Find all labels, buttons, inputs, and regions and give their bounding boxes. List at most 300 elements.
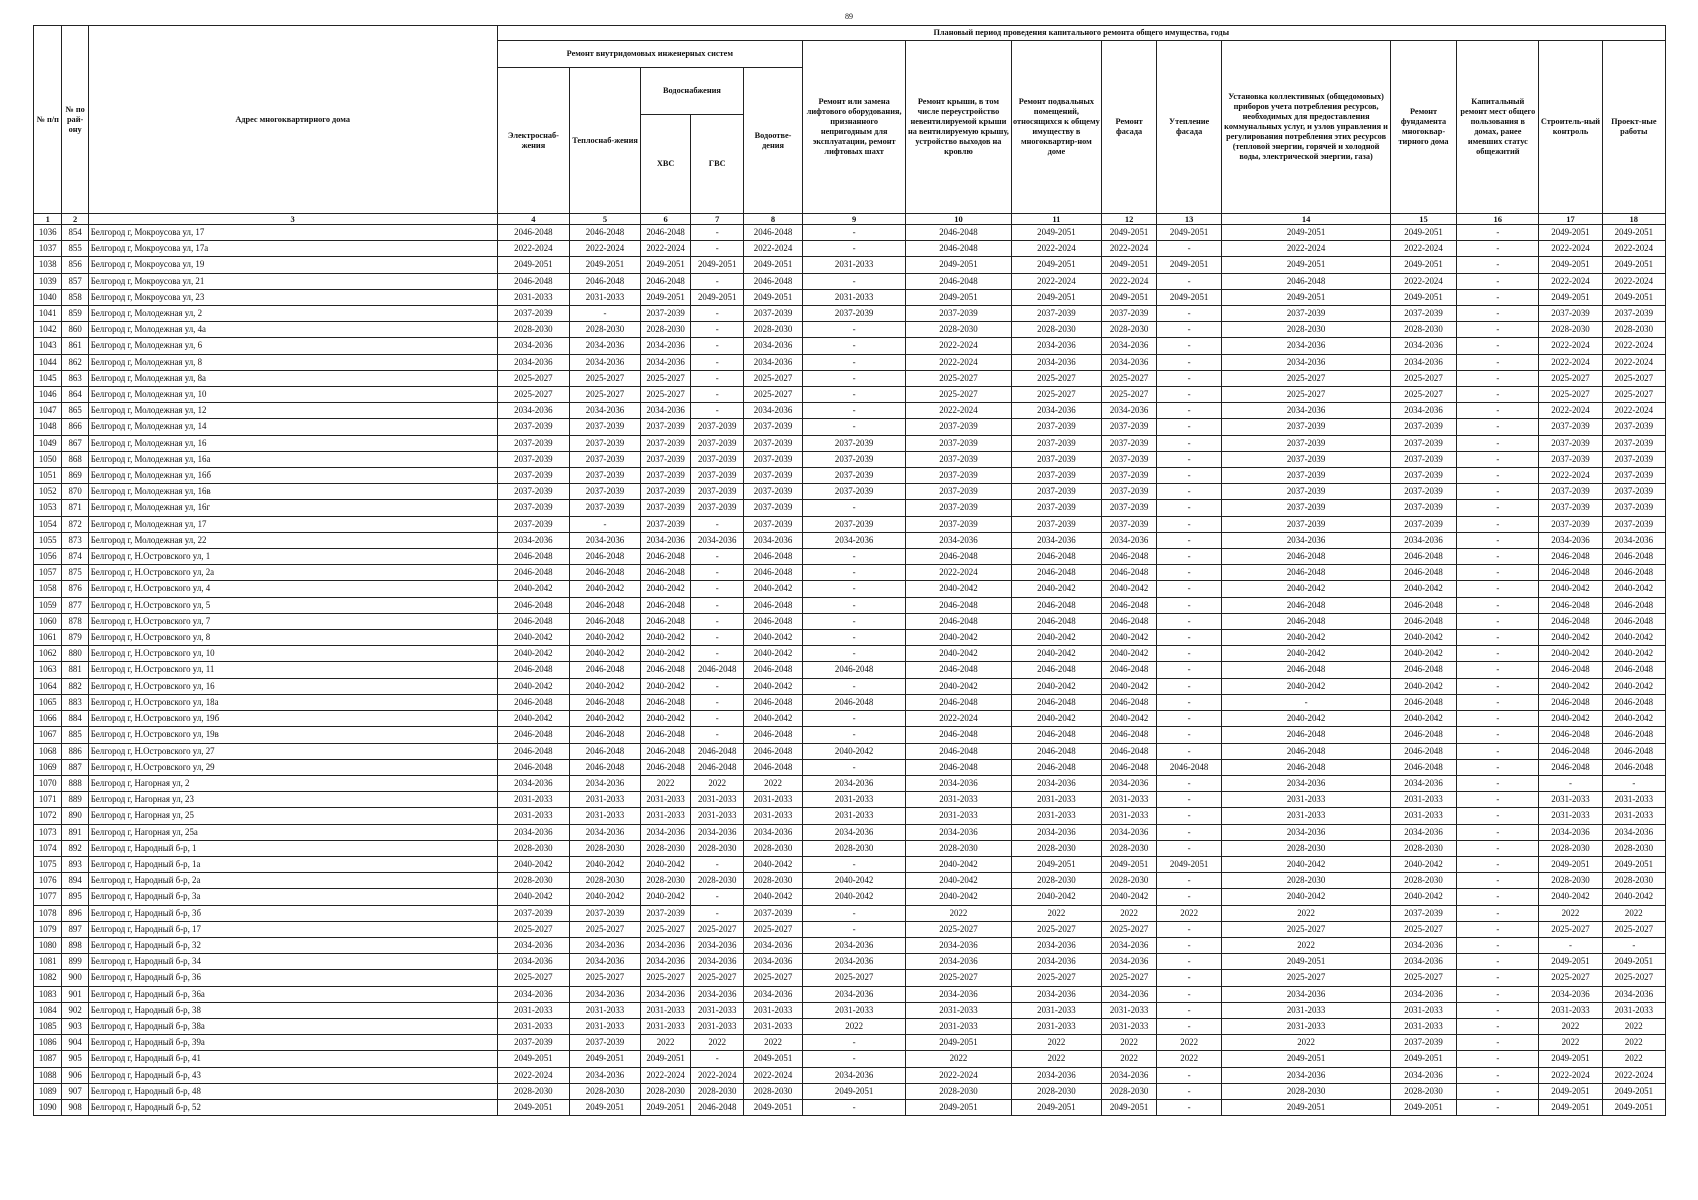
period-cell: 2046-2048 bbox=[1102, 613, 1157, 629]
period-cell: 2022-2024 bbox=[744, 1067, 803, 1083]
period-cell: - bbox=[1457, 678, 1539, 694]
row-number-cell: 1087 bbox=[34, 1051, 62, 1067]
period-cell: 2022 bbox=[1102, 905, 1157, 921]
period-cell: 2034-2036 bbox=[906, 775, 1011, 791]
period-cell: 2046-2048 bbox=[691, 743, 744, 759]
period-cell: 2028-2030 bbox=[691, 1083, 744, 1099]
period-cell: 2028-2030 bbox=[497, 840, 570, 856]
row-number-cell: 1051 bbox=[34, 468, 62, 484]
address-cell: Белгород г, Народный б-р, 34 bbox=[88, 954, 497, 970]
period-cell: 2037-2039 bbox=[497, 451, 570, 467]
table-row bbox=[34, 613, 1666, 629]
column-number-cell: 18 bbox=[1602, 214, 1665, 225]
period-cell: 2025-2027 bbox=[1222, 970, 1391, 986]
period-cell: 2034-2036 bbox=[1011, 1067, 1102, 1083]
row-number-cell: 1044 bbox=[34, 354, 62, 370]
period-cell: 2031-2033 bbox=[570, 792, 641, 808]
period-cell: - bbox=[1457, 225, 1539, 241]
period-cell: 2034-2036 bbox=[1011, 354, 1102, 370]
header-row-no: № п/п bbox=[34, 26, 62, 214]
period-cell: 2049-2051 bbox=[1222, 225, 1391, 241]
period-cell: - bbox=[1457, 273, 1539, 289]
period-cell: - bbox=[1457, 451, 1539, 467]
period-cell: 2022-2024 bbox=[497, 1067, 570, 1083]
district-number-cell: 868 bbox=[62, 451, 88, 467]
period-cell: 2022-2024 bbox=[906, 1067, 1011, 1083]
period-cell: 2037-2039 bbox=[1539, 435, 1602, 451]
period-cell: 2025-2027 bbox=[497, 970, 570, 986]
period-cell: 2037-2039 bbox=[1390, 306, 1456, 322]
period-cell: 2034-2036 bbox=[570, 532, 641, 548]
period-cell: 2025-2027 bbox=[1011, 921, 1102, 937]
period-cell: 2040-2042 bbox=[497, 646, 570, 662]
period-cell: 2031-2033 bbox=[1390, 1018, 1456, 1034]
table-row bbox=[34, 370, 1666, 386]
period-cell: 2046-2048 bbox=[906, 759, 1011, 775]
period-cell: - bbox=[1156, 873, 1221, 889]
period-cell: 2022-2024 bbox=[1602, 273, 1665, 289]
period-cell: 2040-2042 bbox=[1222, 856, 1391, 872]
period-cell: 2028-2030 bbox=[1539, 840, 1602, 856]
period-cell: 2046-2048 bbox=[1602, 694, 1665, 710]
header-foundation: Ремонт фундамента многоквар-тирного дома bbox=[1390, 41, 1456, 214]
period-cell: 2037-2039 bbox=[640, 500, 691, 516]
period-cell: 2040-2042 bbox=[803, 743, 906, 759]
period-cell: - bbox=[570, 516, 641, 532]
period-cell: 2040-2042 bbox=[803, 889, 906, 905]
header-address: Адрес многоквартирного дома bbox=[88, 26, 497, 214]
district-number-cell: 862 bbox=[62, 354, 88, 370]
period-cell: 2046-2048 bbox=[744, 727, 803, 743]
period-cell: 2037-2039 bbox=[744, 435, 803, 451]
table-row bbox=[34, 241, 1666, 257]
period-cell: 2037-2039 bbox=[1539, 516, 1602, 532]
district-number-cell: 866 bbox=[62, 419, 88, 435]
period-cell: 2022 bbox=[691, 1035, 744, 1051]
period-cell: 2040-2042 bbox=[1539, 711, 1602, 727]
period-cell: 2022 bbox=[1602, 1018, 1665, 1034]
capital-repair-schedule-table bbox=[33, 25, 1666, 1116]
period-cell: 2049-2051 bbox=[1602, 289, 1665, 305]
period-cell: - bbox=[1457, 1083, 1539, 1099]
period-cell: 2025-2027 bbox=[640, 387, 691, 403]
period-cell: 2034-2036 bbox=[570, 937, 641, 953]
period-cell: - bbox=[1457, 792, 1539, 808]
period-cell: 2046-2048 bbox=[1390, 759, 1456, 775]
period-cell: 2022 bbox=[1102, 1035, 1157, 1051]
address-cell: Белгород г, Н.Островского ул, 11 bbox=[88, 662, 497, 678]
period-cell: - bbox=[691, 646, 744, 662]
address-cell: Белгород г, Народный б-р, 36 bbox=[88, 970, 497, 986]
period-cell: 2040-2042 bbox=[1222, 630, 1391, 646]
row-number-cell: 1070 bbox=[34, 775, 62, 791]
table-row bbox=[34, 468, 1666, 484]
period-cell: 2028-2030 bbox=[1011, 1083, 1102, 1099]
period-cell: 2046-2048 bbox=[1011, 743, 1102, 759]
period-cell: 2040-2042 bbox=[1011, 711, 1102, 727]
column-number-cell: 13 bbox=[1156, 214, 1221, 225]
period-cell: 2022 bbox=[1539, 905, 1602, 921]
period-cell: - bbox=[1457, 775, 1539, 791]
period-cell: 2022-2024 bbox=[1602, 1067, 1665, 1083]
period-cell: 2034-2036 bbox=[1102, 954, 1157, 970]
period-cell: - bbox=[1156, 387, 1221, 403]
period-cell: 2049-2051 bbox=[1602, 225, 1665, 241]
district-number-cell: 899 bbox=[62, 954, 88, 970]
period-cell: 2040-2042 bbox=[744, 630, 803, 646]
header-engineering-systems: Ремонт внутридомовых инженерных систем bbox=[497, 41, 802, 68]
period-cell: 2034-2036 bbox=[691, 954, 744, 970]
period-cell: - bbox=[1156, 241, 1221, 257]
period-cell: 2022 bbox=[906, 1051, 1011, 1067]
period-cell: - bbox=[1457, 322, 1539, 338]
period-cell: 2040-2042 bbox=[744, 711, 803, 727]
period-cell: - bbox=[1156, 565, 1221, 581]
period-cell: 2025-2027 bbox=[570, 970, 641, 986]
period-cell: 2040-2042 bbox=[1222, 889, 1391, 905]
period-cell: 2040-2042 bbox=[1390, 678, 1456, 694]
table-row bbox=[34, 581, 1666, 597]
table-row bbox=[34, 516, 1666, 532]
row-number-cell: 1067 bbox=[34, 727, 62, 743]
period-cell: 2025-2027 bbox=[744, 370, 803, 386]
period-cell: - bbox=[691, 581, 744, 597]
district-number-cell: 898 bbox=[62, 937, 88, 953]
district-number-cell: 876 bbox=[62, 581, 88, 597]
table-row bbox=[34, 889, 1666, 905]
period-cell: - bbox=[1156, 646, 1221, 662]
period-cell: 2037-2039 bbox=[1390, 451, 1456, 467]
period-cell: 2040-2042 bbox=[497, 889, 570, 905]
period-cell: 2037-2039 bbox=[1390, 516, 1456, 532]
period-cell: 2037-2039 bbox=[1602, 468, 1665, 484]
period-cell: 2037-2039 bbox=[691, 484, 744, 500]
period-cell: 2025-2027 bbox=[906, 370, 1011, 386]
period-cell: 2022 bbox=[1102, 1051, 1157, 1067]
table-row bbox=[34, 1099, 1666, 1115]
period-cell: - bbox=[691, 225, 744, 241]
period-cell: 2037-2039 bbox=[640, 451, 691, 467]
district-number-cell: 859 bbox=[62, 306, 88, 322]
period-cell: - bbox=[1457, 694, 1539, 710]
period-cell: 2049-2051 bbox=[1539, 225, 1602, 241]
period-cell: 2022 bbox=[1602, 905, 1665, 921]
address-cell: Белгород г, Н.Островского ул, 4 bbox=[88, 581, 497, 597]
period-cell: 2046-2048 bbox=[1390, 549, 1456, 565]
period-cell: 2046-2048 bbox=[1390, 743, 1456, 759]
period-cell: 2022-2024 bbox=[906, 565, 1011, 581]
period-cell: 2031-2033 bbox=[1539, 808, 1602, 824]
period-cell: 2022 bbox=[1156, 1035, 1221, 1051]
period-cell: 2034-2036 bbox=[906, 986, 1011, 1002]
period-cell: - bbox=[1457, 597, 1539, 613]
period-cell: - bbox=[1156, 1002, 1221, 1018]
period-cell: 2025-2027 bbox=[497, 370, 570, 386]
period-cell: - bbox=[1457, 711, 1539, 727]
period-cell: 2022-2024 bbox=[1602, 241, 1665, 257]
period-cell: 2025-2027 bbox=[744, 970, 803, 986]
period-cell: - bbox=[1457, 516, 1539, 532]
table-row bbox=[34, 597, 1666, 613]
period-cell: 2046-2048 bbox=[1539, 565, 1602, 581]
period-cell: - bbox=[1457, 241, 1539, 257]
period-cell: 2022 bbox=[1222, 1035, 1391, 1051]
period-cell: 2040-2042 bbox=[640, 889, 691, 905]
period-cell: 2022 bbox=[640, 775, 691, 791]
address-cell: Белгород г, Народный б-р, 3а bbox=[88, 889, 497, 905]
period-cell: 2040-2042 bbox=[1011, 678, 1102, 694]
period-cell: 2049-2051 bbox=[640, 289, 691, 305]
row-number-cell: 1060 bbox=[34, 613, 62, 629]
period-cell: 2040-2042 bbox=[570, 630, 641, 646]
row-number-cell: 1063 bbox=[34, 662, 62, 678]
address-cell: Белгород г, Н.Островского ул, 19б bbox=[88, 711, 497, 727]
period-cell: - bbox=[1457, 921, 1539, 937]
period-cell: 2031-2033 bbox=[497, 808, 570, 824]
period-cell: 2028-2030 bbox=[1390, 1083, 1456, 1099]
period-cell: 2031-2033 bbox=[1602, 792, 1665, 808]
period-cell: 2031-2033 bbox=[803, 289, 906, 305]
period-cell: 2049-2051 bbox=[1390, 1099, 1456, 1115]
period-cell: 2040-2042 bbox=[570, 889, 641, 905]
period-cell: 2034-2036 bbox=[691, 986, 744, 1002]
period-cell: - bbox=[1457, 613, 1539, 629]
period-cell: 2022 bbox=[1011, 905, 1102, 921]
address-cell: Белгород г, Нагорная ул, 23 bbox=[88, 792, 497, 808]
header-design-works: Проект-ные работы bbox=[1602, 41, 1665, 214]
address-cell: Белгород г, Народный б-р, 1 bbox=[88, 840, 497, 856]
period-cell: 2037-2039 bbox=[497, 468, 570, 484]
period-cell: - bbox=[691, 727, 744, 743]
period-cell: 2037-2039 bbox=[1390, 1035, 1456, 1051]
period-cell: 2022-2024 bbox=[1011, 241, 1102, 257]
period-cell: 2037-2039 bbox=[570, 419, 641, 435]
period-cell: - bbox=[1156, 581, 1221, 597]
row-number-cell: 1068 bbox=[34, 743, 62, 759]
row-number-cell: 1078 bbox=[34, 905, 62, 921]
period-cell: - bbox=[1457, 1051, 1539, 1067]
period-cell: 2034-2036 bbox=[744, 532, 803, 548]
address-cell: Белгород г, Молодежная ул, 4а bbox=[88, 322, 497, 338]
table-row bbox=[34, 549, 1666, 565]
district-number-cell: 870 bbox=[62, 484, 88, 500]
period-cell: 2049-2051 bbox=[497, 257, 570, 273]
district-number-cell: 907 bbox=[62, 1083, 88, 1099]
period-cell: - bbox=[1457, 257, 1539, 273]
period-cell: 2037-2039 bbox=[1390, 468, 1456, 484]
period-cell: 2040-2042 bbox=[1011, 581, 1102, 597]
period-cell: 2040-2042 bbox=[1102, 630, 1157, 646]
period-cell: 2037-2039 bbox=[1390, 484, 1456, 500]
table-row bbox=[34, 257, 1666, 273]
period-cell: 2037-2039 bbox=[1011, 419, 1102, 435]
period-cell: 2049-2051 bbox=[640, 1099, 691, 1115]
address-cell: Белгород г, Мокроусова ул, 19 bbox=[88, 257, 497, 273]
column-number-cell: 3 bbox=[88, 214, 497, 225]
period-cell: - bbox=[1457, 403, 1539, 419]
period-cell: - bbox=[803, 225, 906, 241]
period-cell: 2031-2033 bbox=[1222, 792, 1391, 808]
column-number-row bbox=[34, 214, 1666, 225]
period-cell: 2025-2027 bbox=[744, 387, 803, 403]
address-cell: Белгород г, Молодежная ул, 12 bbox=[88, 403, 497, 419]
period-cell: 2040-2042 bbox=[1222, 646, 1391, 662]
district-number-cell: 875 bbox=[62, 565, 88, 581]
period-cell: - bbox=[1156, 354, 1221, 370]
row-number-cell: 1061 bbox=[34, 630, 62, 646]
period-cell: 2037-2039 bbox=[640, 435, 691, 451]
period-cell: 2037-2039 bbox=[1602, 306, 1665, 322]
row-number-cell: 1040 bbox=[34, 289, 62, 305]
period-cell: 2034-2036 bbox=[1390, 954, 1456, 970]
table-row bbox=[34, 484, 1666, 500]
period-cell: 2022 bbox=[1156, 1051, 1221, 1067]
period-cell: - bbox=[691, 306, 744, 322]
period-cell: 2031-2033 bbox=[691, 1002, 744, 1018]
period-cell: 2037-2039 bbox=[1011, 306, 1102, 322]
period-cell: - bbox=[1156, 954, 1221, 970]
period-cell: 2028-2030 bbox=[1602, 840, 1665, 856]
period-cell: 2025-2027 bbox=[1390, 370, 1456, 386]
period-cell: 2040-2042 bbox=[906, 581, 1011, 597]
period-cell: 2037-2039 bbox=[640, 516, 691, 532]
period-cell: 2031-2033 bbox=[803, 808, 906, 824]
period-cell: 2046-2048 bbox=[1222, 743, 1391, 759]
period-cell: 2037-2039 bbox=[497, 435, 570, 451]
period-cell: 2037-2039 bbox=[1102, 435, 1157, 451]
period-cell: 2028-2030 bbox=[1102, 840, 1157, 856]
period-cell: 2040-2042 bbox=[1102, 889, 1157, 905]
period-cell: 2040-2042 bbox=[570, 581, 641, 597]
address-cell: Белгород г, Нагорная ул, 2 bbox=[88, 775, 497, 791]
district-number-cell: 890 bbox=[62, 808, 88, 824]
period-cell: 2031-2033 bbox=[497, 792, 570, 808]
address-cell: Белгород г, Н.Островского ул, 16 bbox=[88, 678, 497, 694]
period-cell: - bbox=[803, 1035, 906, 1051]
district-number-cell: 904 bbox=[62, 1035, 88, 1051]
period-cell: 2037-2039 bbox=[1602, 484, 1665, 500]
address-cell: Белгород г, Народный б-р, 41 bbox=[88, 1051, 497, 1067]
period-cell: 2040-2042 bbox=[640, 678, 691, 694]
period-cell: - bbox=[803, 370, 906, 386]
header-period-title: Плановый период проведения капитального ремонта общего имущества, годы bbox=[497, 26, 1665, 41]
period-cell: - bbox=[803, 613, 906, 629]
period-cell: 2031-2033 bbox=[1539, 1002, 1602, 1018]
period-cell: 2034-2036 bbox=[803, 986, 906, 1002]
period-cell: 2049-2051 bbox=[744, 289, 803, 305]
period-cell: 2046-2048 bbox=[1102, 727, 1157, 743]
period-cell: - bbox=[1457, 905, 1539, 921]
period-cell: 2040-2042 bbox=[1602, 889, 1665, 905]
period-cell: 2046-2048 bbox=[744, 743, 803, 759]
period-cell: - bbox=[1457, 1067, 1539, 1083]
period-cell: 2046-2048 bbox=[497, 273, 570, 289]
period-cell: 2046-2048 bbox=[570, 694, 641, 710]
period-cell: 2046-2048 bbox=[1222, 273, 1391, 289]
period-cell: 2034-2036 bbox=[1390, 824, 1456, 840]
period-cell: 2028-2030 bbox=[570, 840, 641, 856]
period-cell: 2037-2039 bbox=[1222, 419, 1391, 435]
period-cell: 2034-2036 bbox=[744, 824, 803, 840]
district-number-cell: 902 bbox=[62, 1002, 88, 1018]
period-cell: 2028-2030 bbox=[1011, 873, 1102, 889]
column-number-cell: 2 bbox=[62, 214, 88, 225]
period-cell: 2040-2042 bbox=[1602, 581, 1665, 597]
row-number-cell: 1083 bbox=[34, 986, 62, 1002]
period-cell: 2049-2051 bbox=[1602, 954, 1665, 970]
period-cell: 2046-2048 bbox=[1222, 727, 1391, 743]
period-cell: 2040-2042 bbox=[1602, 646, 1665, 662]
period-cell: - bbox=[691, 1051, 744, 1067]
period-cell: 2037-2039 bbox=[803, 516, 906, 532]
period-cell: 2046-2048 bbox=[906, 241, 1011, 257]
row-number-cell: 1038 bbox=[34, 257, 62, 273]
period-cell: 2037-2039 bbox=[1602, 516, 1665, 532]
header-meters: Установка коллективных (общедомовых) приборов учета потребления ресурсов, необходимых для предоставления коммунальных услуг, и узлов управления и регулирования потребления этих ресурсов (тепловой энергии, горячей и холодной воды, электрической энергии, газа) bbox=[1222, 41, 1391, 214]
period-cell: 2049-2051 bbox=[1102, 289, 1157, 305]
period-cell: 2037-2039 bbox=[1390, 435, 1456, 451]
period-cell: - bbox=[1457, 889, 1539, 905]
period-cell: 2034-2036 bbox=[1102, 1067, 1157, 1083]
district-number-cell: 901 bbox=[62, 986, 88, 1002]
period-cell: 2046-2048 bbox=[570, 662, 641, 678]
period-cell: 2022 bbox=[1222, 937, 1391, 953]
period-cell: 2025-2027 bbox=[1102, 370, 1157, 386]
row-number-cell: 1073 bbox=[34, 824, 62, 840]
period-cell: 2034-2036 bbox=[640, 532, 691, 548]
period-cell: 2025-2027 bbox=[906, 970, 1011, 986]
period-cell: 2037-2039 bbox=[640, 905, 691, 921]
column-number-cell: 5 bbox=[570, 214, 641, 225]
period-cell: - bbox=[1156, 451, 1221, 467]
period-cell: 2034-2036 bbox=[1390, 532, 1456, 548]
period-cell: 2040-2042 bbox=[1390, 581, 1456, 597]
period-cell: - bbox=[803, 273, 906, 289]
district-number-cell: 857 bbox=[62, 273, 88, 289]
period-cell: - bbox=[803, 759, 906, 775]
period-cell: - bbox=[1156, 678, 1221, 694]
address-cell: Белгород г, Народный б-р, 1а bbox=[88, 856, 497, 872]
period-cell: 2037-2039 bbox=[691, 419, 744, 435]
period-cell: 2049-2051 bbox=[744, 257, 803, 273]
column-number-cell: 6 bbox=[640, 214, 691, 225]
period-cell: 2049-2051 bbox=[1539, 1051, 1602, 1067]
period-cell: 2040-2042 bbox=[1011, 630, 1102, 646]
district-number-cell: 877 bbox=[62, 597, 88, 613]
period-cell: - bbox=[803, 322, 906, 338]
period-cell: 2025-2027 bbox=[570, 370, 641, 386]
table-row bbox=[34, 921, 1666, 937]
period-cell: 2022-2024 bbox=[906, 338, 1011, 354]
address-cell: Белгород г, Молодежная ул, 14 bbox=[88, 419, 497, 435]
period-cell: 2034-2036 bbox=[1390, 354, 1456, 370]
period-cell: 2028-2030 bbox=[744, 322, 803, 338]
table-row bbox=[34, 435, 1666, 451]
period-cell: 2046-2048 bbox=[497, 743, 570, 759]
period-cell: 2034-2036 bbox=[1102, 338, 1157, 354]
period-cell: 2046-2048 bbox=[1102, 597, 1157, 613]
period-cell: 2028-2030 bbox=[1539, 322, 1602, 338]
district-number-cell: 864 bbox=[62, 387, 88, 403]
table-row bbox=[34, 451, 1666, 467]
row-number-cell: 1072 bbox=[34, 808, 62, 824]
period-cell: - bbox=[691, 403, 744, 419]
period-cell: 2025-2027 bbox=[1102, 921, 1157, 937]
address-cell: Белгород г, Нагорная ул, 25 bbox=[88, 808, 497, 824]
district-number-cell: 895 bbox=[62, 889, 88, 905]
period-cell: 2046-2048 bbox=[1602, 662, 1665, 678]
table-row bbox=[34, 662, 1666, 678]
